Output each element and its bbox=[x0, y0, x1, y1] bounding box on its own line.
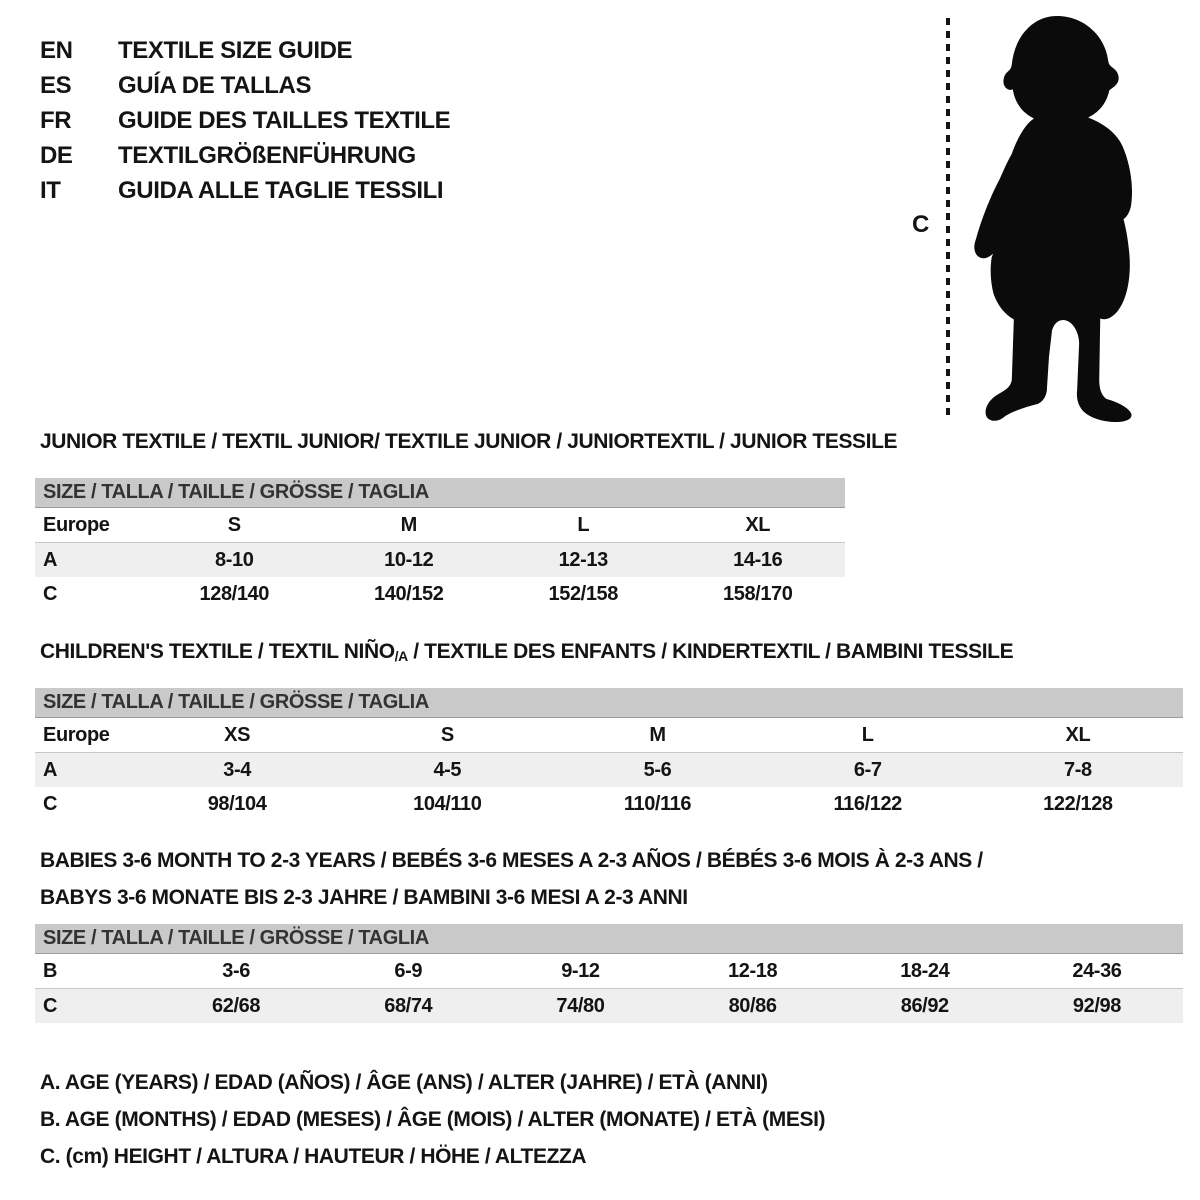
months-cell: 12-18 bbox=[728, 959, 778, 982]
language-row-it bbox=[40, 173, 450, 208]
legend bbox=[40, 1064, 825, 1175]
language-code: DE bbox=[40, 142, 73, 169]
height-cell: 92/98 bbox=[1072, 994, 1121, 1017]
heading-line-1: BABIES 3-6 MONTH TO 2-3 YEARS / BEBÉS 3-6 MESES A 2-3 AÑOS / BÉBÉS 3-6 MOIS À 2-3 ANS / bbox=[40, 849, 983, 872]
size-cell: M bbox=[400, 513, 417, 536]
table-row-age bbox=[35, 753, 1183, 787]
months-cell: 6-9 bbox=[394, 959, 423, 982]
language-title: TEXTILGRÖßENFÜHRUNG bbox=[118, 142, 416, 169]
babies-size-table bbox=[35, 924, 1183, 1023]
table-row-europe bbox=[35, 508, 845, 543]
age-cell: 5-6 bbox=[643, 758, 672, 781]
age-cell: 7-8 bbox=[1064, 758, 1092, 781]
row-label: Europe bbox=[43, 513, 110, 536]
size-header-bar: SIZE / TALLA / TAILLE / GRÖSSE / TAGLIA bbox=[35, 688, 1183, 718]
height-cell: 122/128 bbox=[1043, 792, 1113, 815]
age-cell: 6-7 bbox=[853, 758, 882, 781]
table-row-height bbox=[35, 787, 1183, 821]
height-measure-line bbox=[946, 18, 950, 418]
age-cell: 10-12 bbox=[384, 548, 434, 571]
language-title: GUIDA ALLE TAGLIE TESSILI bbox=[118, 177, 444, 204]
height-cell: 74/80 bbox=[556, 994, 605, 1017]
children-size-table bbox=[35, 688, 1183, 821]
age-cell: 14-16 bbox=[733, 548, 783, 571]
height-cell: 140/152 bbox=[374, 582, 444, 605]
legend-line-b: B. AGE (MONTHS) / EDAD (MESES) / ÂGE (MOIS) / ALTER (MONATE) / ETÀ (MESI) bbox=[40, 1108, 826, 1131]
section-heading-children bbox=[40, 640, 1013, 664]
language-row-de bbox=[40, 138, 450, 173]
heading-text: CHILDREN'S TEXTILE / TEXTIL NIÑO bbox=[40, 640, 395, 663]
size-cell: S bbox=[227, 513, 241, 536]
height-cell: 110/116 bbox=[623, 792, 692, 815]
section-heading-junior: JUNIOR TEXTILE / TEXTIL JUNIOR/ TEXTILE JUNIOR / JUNIORTEXTIL / JUNIOR TESSILE bbox=[40, 430, 898, 453]
size-cell: S bbox=[440, 723, 454, 746]
table-row-age bbox=[35, 543, 845, 577]
language-row-en bbox=[40, 33, 450, 68]
height-cell: 86/92 bbox=[900, 994, 949, 1017]
months-cell: 24-36 bbox=[1072, 959, 1122, 982]
table-row-europe bbox=[35, 718, 1183, 753]
table-row-height bbox=[35, 577, 845, 611]
months-cell: 18-24 bbox=[900, 959, 950, 982]
height-cell: 128/140 bbox=[199, 582, 269, 605]
size-header-bar: SIZE / TALLA / TAILLE / GRÖSSE / TAGLIA bbox=[35, 478, 845, 508]
age-cell: 4-5 bbox=[433, 758, 462, 781]
language-code: EN bbox=[40, 37, 73, 64]
height-measure-label: C bbox=[912, 211, 929, 238]
age-cell: 3-4 bbox=[223, 758, 251, 781]
language-title: GUIDE DES TAILLES TEXTILE bbox=[118, 107, 451, 134]
months-cell: 3-6 bbox=[222, 959, 250, 982]
language-code: ES bbox=[40, 72, 72, 99]
section-heading-babies bbox=[40, 842, 983, 916]
row-label: A bbox=[43, 758, 58, 781]
row-label: C bbox=[43, 994, 58, 1017]
language-title: GUÍA DE TALLAS bbox=[118, 72, 312, 99]
language-row-fr bbox=[40, 103, 450, 138]
table-row-height bbox=[35, 989, 1183, 1023]
height-cell: 104/110 bbox=[413, 792, 482, 815]
age-cell: 12-13 bbox=[558, 548, 608, 571]
junior-size-table bbox=[35, 478, 845, 611]
row-label: C bbox=[43, 792, 58, 815]
size-header-bar: SIZE / TALLA / TAILLE / GRÖSSE / TAGLIA bbox=[35, 924, 1183, 954]
height-cell: 98/104 bbox=[207, 792, 267, 815]
size-cell: L bbox=[861, 723, 874, 746]
size-cell: XL bbox=[745, 513, 771, 536]
language-row-es bbox=[40, 68, 450, 103]
height-cell: 80/86 bbox=[728, 994, 777, 1017]
language-list bbox=[40, 33, 450, 208]
language-code: IT bbox=[40, 177, 61, 204]
months-cell: 9-12 bbox=[561, 959, 600, 982]
table-row-months bbox=[35, 954, 1183, 989]
size-cell: M bbox=[649, 723, 666, 746]
height-cell: 116/122 bbox=[833, 792, 902, 815]
heading-text: / TEXTILE DES ENFANTS / KINDERTEXTIL / BAMBINI TESSILE bbox=[407, 640, 1014, 663]
height-cell: 152/158 bbox=[548, 582, 618, 605]
size-cell: L bbox=[577, 513, 590, 536]
row-label: C bbox=[43, 582, 58, 605]
heading-subscript: /A bbox=[394, 648, 408, 664]
legend-line-c: C. (cm) HEIGHT / ALTURA / HAUTEUR / HÖHE / ALTEZZA bbox=[40, 1145, 587, 1168]
height-cell: 62/68 bbox=[212, 994, 261, 1017]
size-cell: XS bbox=[224, 723, 251, 746]
height-cell: 68/74 bbox=[384, 994, 433, 1017]
size-cell: XL bbox=[1065, 723, 1091, 746]
toddler-silhouette bbox=[958, 10, 1142, 422]
row-label: Europe bbox=[43, 723, 110, 746]
age-cell: 8-10 bbox=[215, 548, 254, 571]
row-label: B bbox=[43, 959, 58, 982]
heading-line-2: BABYS 3-6 MONATE BIS 2-3 JAHRE / BAMBINI 3-6 MESI A 2-3 ANNI bbox=[40, 886, 688, 909]
row-label: A bbox=[43, 548, 58, 571]
language-title: TEXTILE SIZE GUIDE bbox=[118, 37, 353, 64]
legend-line-a: A. AGE (YEARS) / EDAD (AÑOS) / ÂGE (ANS) / ALTER (JAHRE) / ETÀ (ANNI) bbox=[40, 1071, 768, 1094]
height-cell: 158/170 bbox=[723, 582, 793, 605]
language-code: FR bbox=[40, 107, 72, 134]
